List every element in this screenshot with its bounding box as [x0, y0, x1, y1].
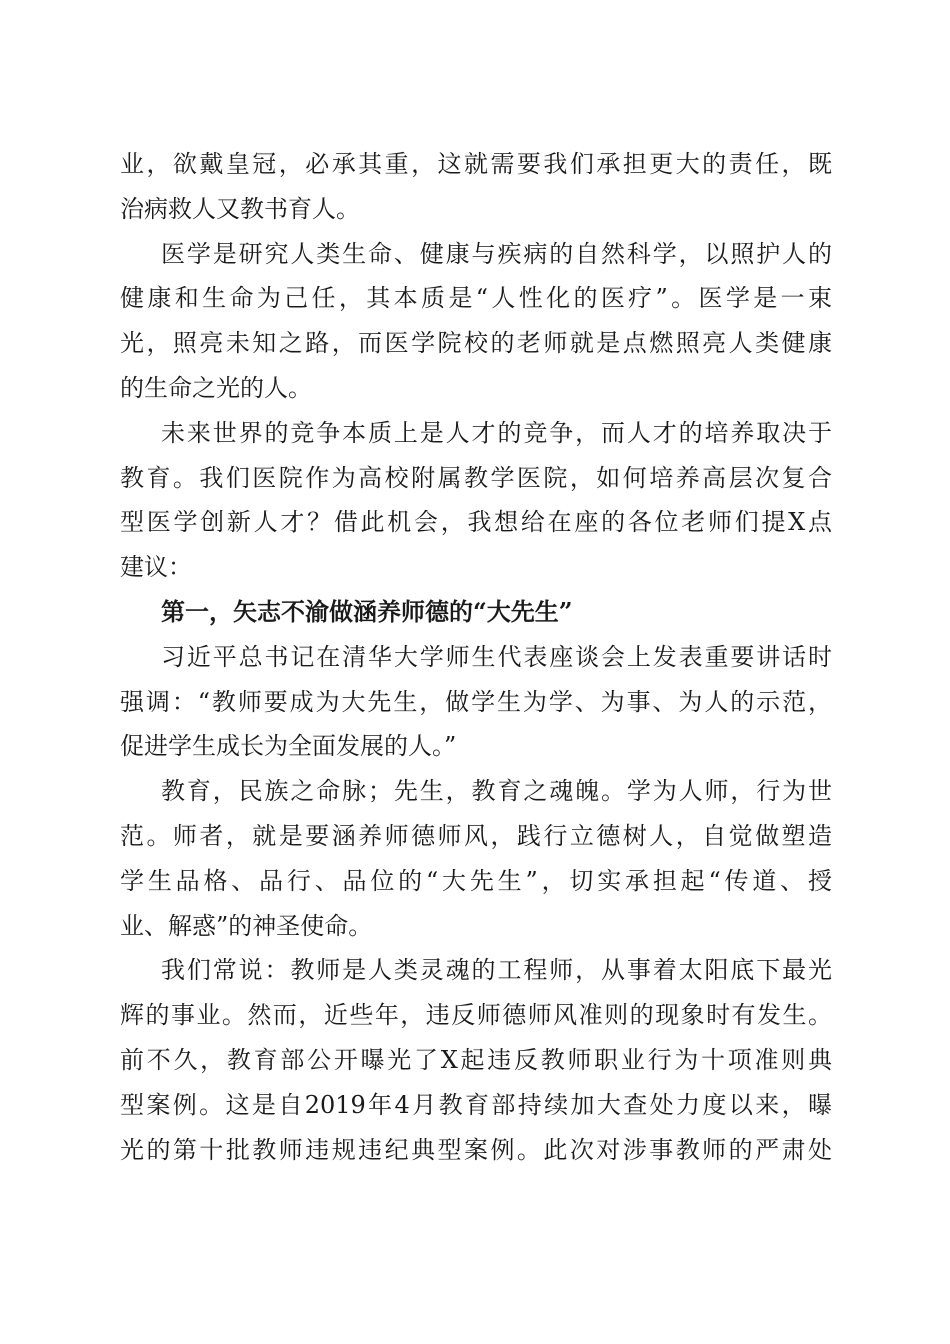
text-line: 教育。我们医院作为高校附属教学医院，如何培养高层次复合 [120, 463, 832, 492]
text-line: 前不久，教育部公开曝光了X起违反教师职业行为十项准则典 [120, 1045, 832, 1074]
text-line: 光的第十批教师违规违纪典型案例。此次对涉事教师的严肃处 [120, 1135, 832, 1164]
document-body [120, 142, 832, 1172]
text-line: 型案例。这是自2019年4月教育部持续加大查处力度以来，曝 [120, 1090, 832, 1119]
section-heading: 第一，矢志不渝做涵养师德的“大先生” [161, 596, 573, 626]
text-line: 治病救人又教书育人。 [120, 194, 360, 223]
text-line: 辉的事业。然而，近些年，违反师德师风准则的现象时有发生。 [120, 1001, 832, 1030]
text-line: 我们常说：教师是人类灵魂的工程师，从事着太阳底下最光 [161, 956, 832, 985]
text-line: 范。师者，就是要涵养师德师风，践行立德树人，自觉做塑造 [120, 821, 832, 850]
text-line: 教育，民族之命脉；先生，教育之魂魄。学为人师，行为世 [161, 777, 832, 806]
text-line: 业，欲戴皇冠，必承其重，这就需要我们承担更大的责任，既 [120, 150, 832, 178]
text-line: 促进学生成长为全面发展的人。” [120, 732, 457, 761]
text-line: 建议： [120, 553, 192, 582]
text-line: 学生品格、品行、品位的“大先生”，切实承担起“传道、授 [120, 866, 832, 895]
text-line: 业、解惑”的神圣使命。 [120, 911, 373, 940]
text-line: 光，照亮未知之路，而医学院校的老师就是点燃照亮人类健康 [120, 329, 832, 358]
text-line: 医学是研究人类生命、健康与疾病的自然科学，以照护人的 [161, 239, 832, 268]
text-line: 未来世界的竞争本质上是人才的竞争，而人才的培养取决于 [161, 418, 832, 447]
text-line: 健康和生命为己任，其本质是“人性化的医疗”。医学是一束 [120, 284, 832, 313]
text-line: 习近平总书记在清华大学师生代表座谈会上发表重要讲话时 [161, 642, 832, 671]
text-line: 型医学创新人才？借此机会，我想给在座的各位老师们提X点 [120, 508, 832, 537]
text-line: 强调：“教师要成为大先生，做学生为学、为事、为人的示范， [120, 687, 832, 716]
text-line: 的生命之光的人。 [120, 373, 312, 402]
